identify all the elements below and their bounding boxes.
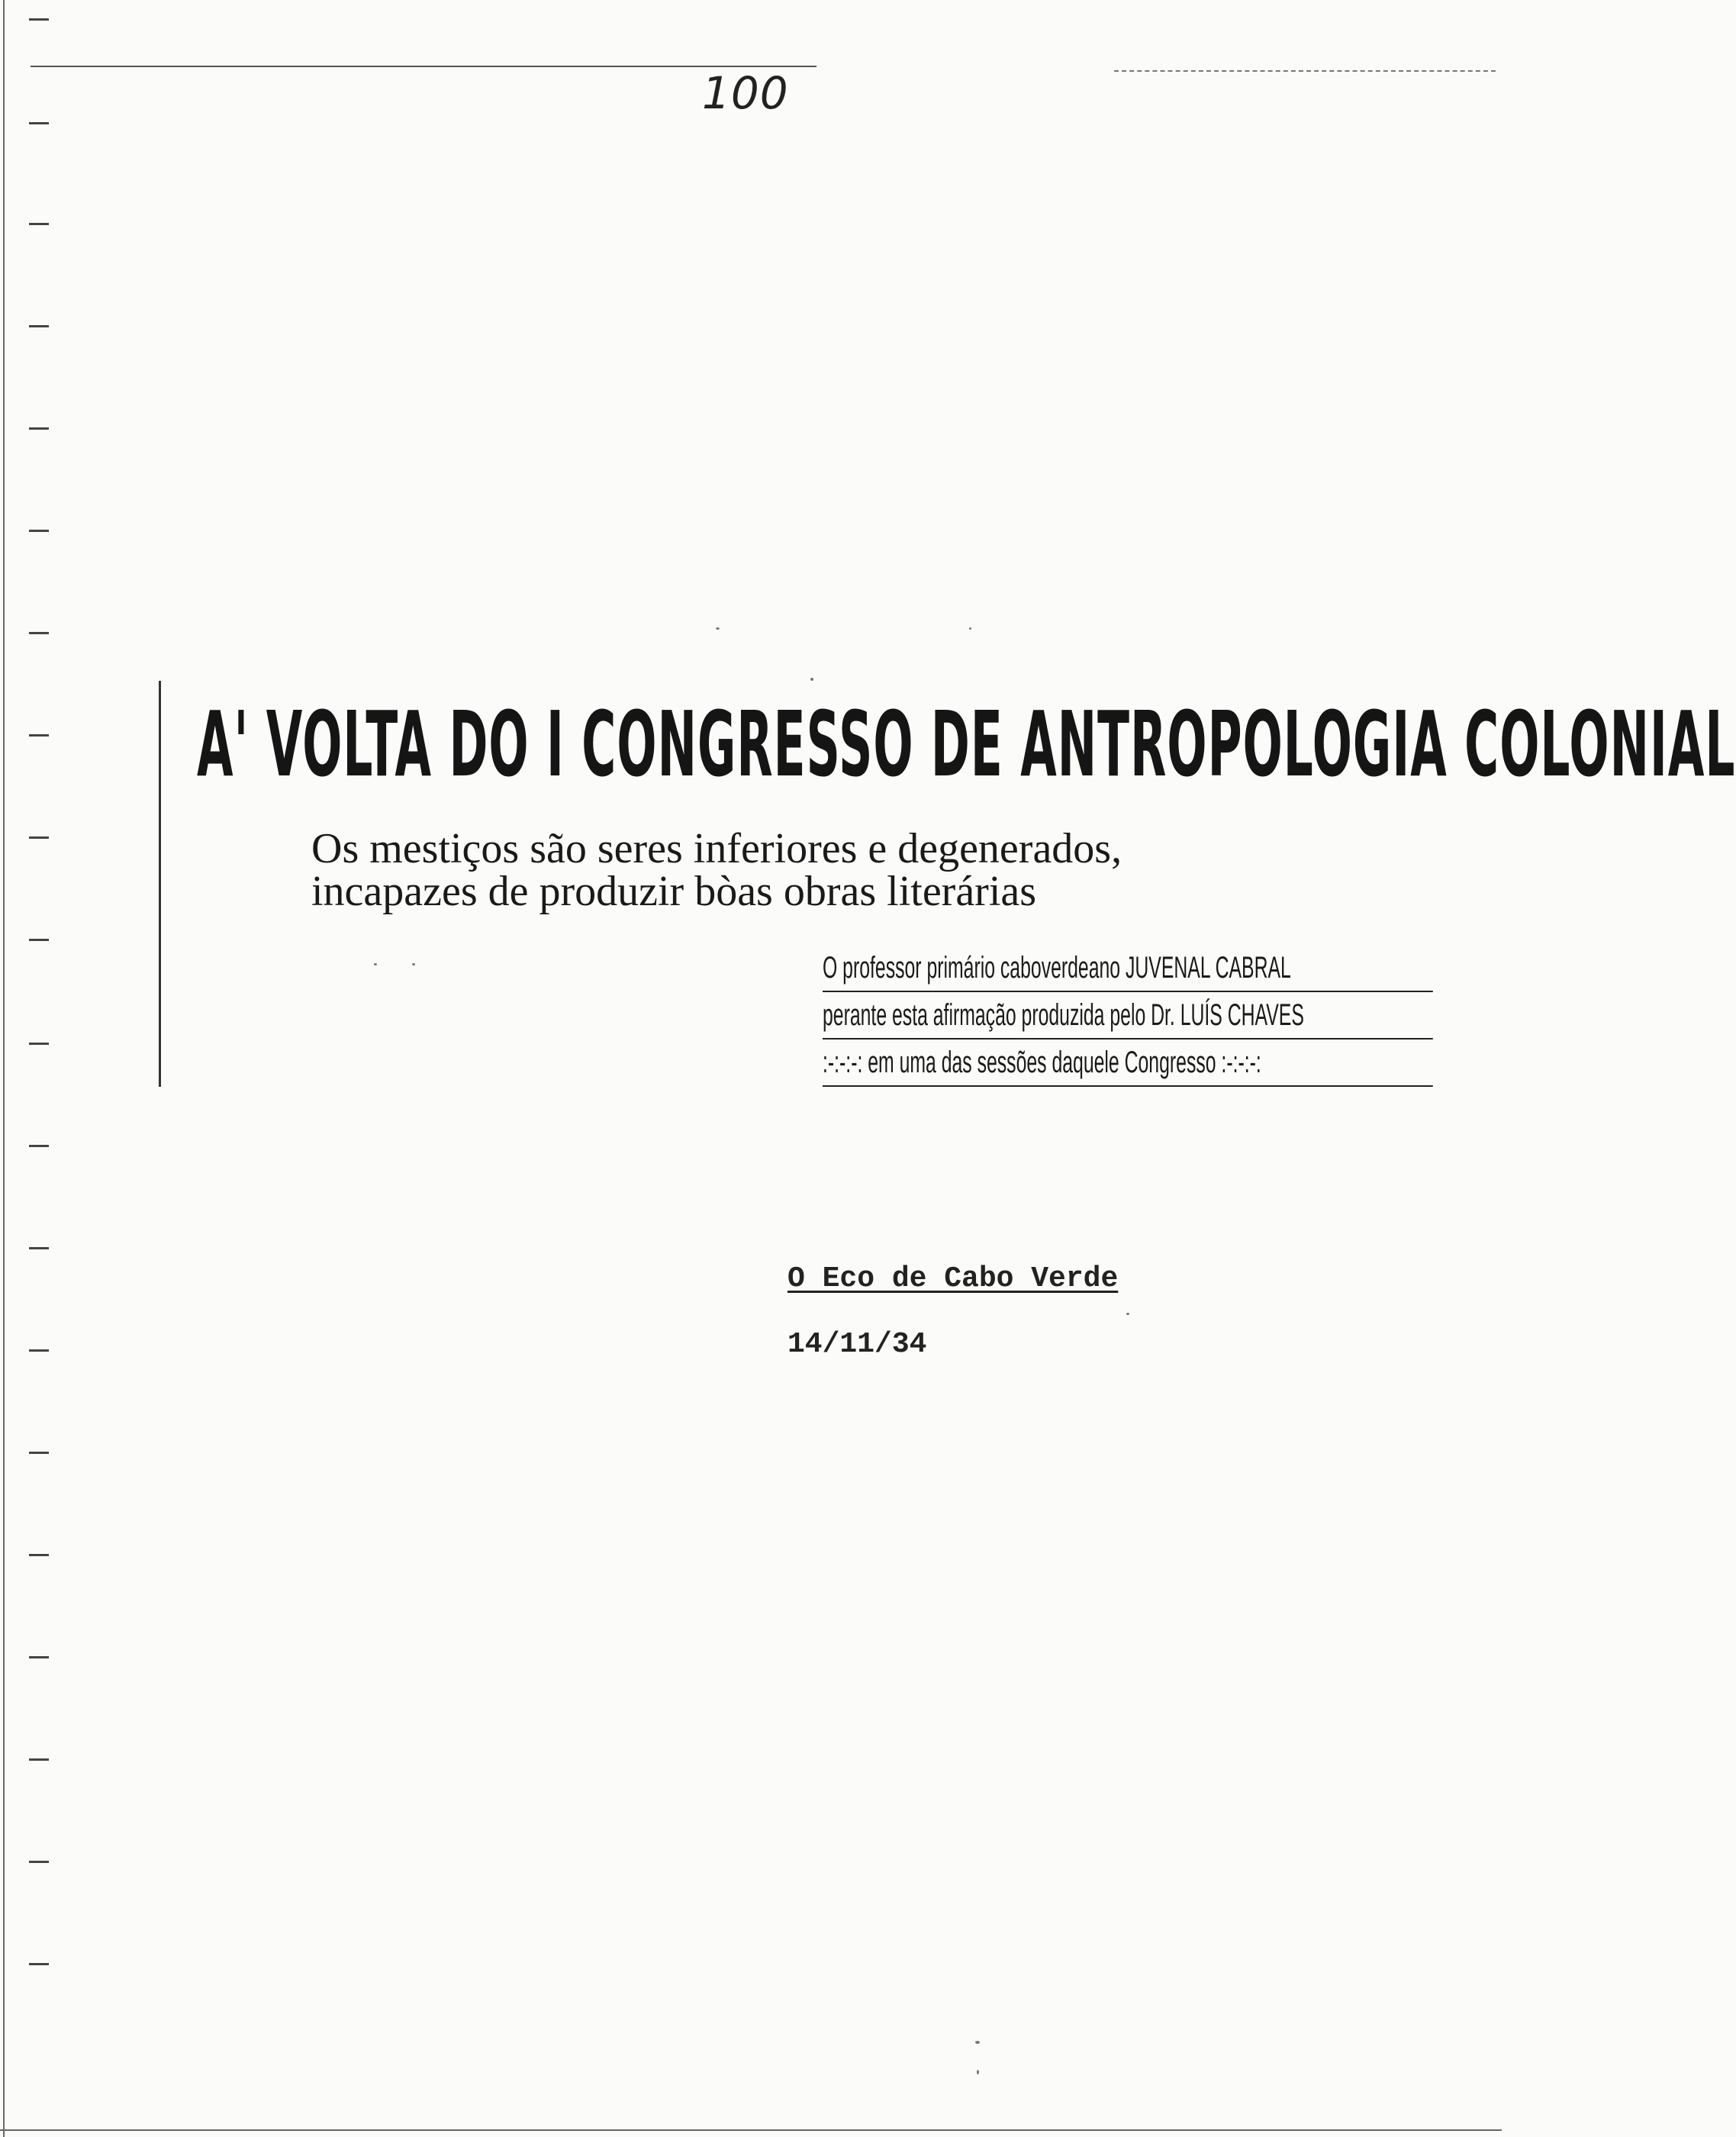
byline-line: perante esta afirmação produzida pelo Dr. LUÍS CHAVES [823, 992, 1433, 1039]
paper-speck [1126, 1313, 1129, 1315]
source-date: 14/11/34 [787, 1328, 927, 1361]
paper-speck [975, 2041, 980, 2044]
top-rule [31, 66, 816, 67]
clipping-subheadline [311, 827, 1380, 913]
bottom-rule [0, 2129, 1502, 2131]
subheadline-line: Os mestiços são seres inferiores e degenerados, [311, 825, 1122, 872]
byline-line: O professor primário caboverdeano JUVENAL CABRAL [823, 945, 1433, 992]
clipping-headline: A' VOLTA DO I CONGRESSO DE ANTROPOLOGIA COLONIAL [197, 691, 1736, 797]
binding-hole-marks [29, 0, 52, 2137]
clipping-byline [823, 945, 1433, 1087]
paper-speck [374, 963, 377, 965]
paper-speck [977, 2070, 979, 2074]
handwritten-page-number: 100 [702, 67, 789, 119]
top-rule-dashed [1114, 70, 1496, 72]
binding-edge [3, 0, 5, 2137]
paper-speck [969, 627, 971, 630]
paper-speck [716, 627, 720, 630]
clipping-border [159, 681, 161, 1087]
byline-line: :-:-:-: em uma das sessões daquele Congresso :-:-:-: [823, 1039, 1433, 1087]
source-publication: O Eco de Cabo Verde [787, 1262, 1119, 1295]
paper-speck [810, 678, 813, 681]
paper-speck [412, 963, 415, 965]
subheadline-line: incapazes de produzir bòas obras literárias [311, 868, 1037, 915]
source-note [787, 1261, 1118, 1363]
